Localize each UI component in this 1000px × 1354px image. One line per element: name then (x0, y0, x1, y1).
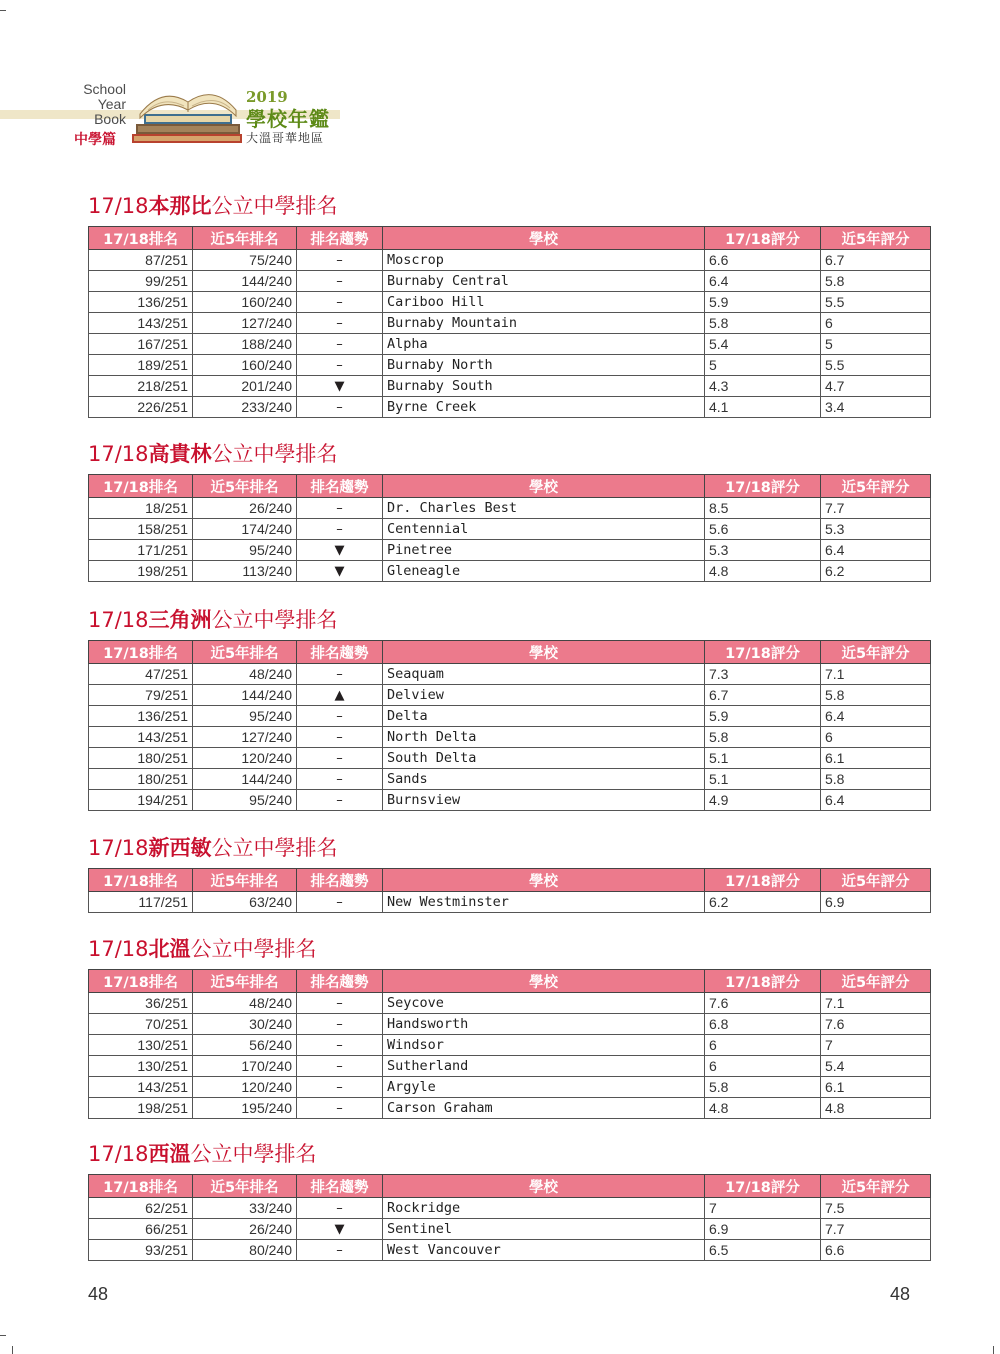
column-header: 近5年評分 (821, 1175, 931, 1198)
table-cell: Gleneagle (383, 561, 705, 582)
table-row (89, 769, 931, 790)
table-row (89, 561, 931, 582)
table-cell: 6.2 (705, 892, 821, 913)
table-cell: 93/251 (89, 1240, 193, 1261)
section-title (88, 832, 338, 862)
table-row (89, 1056, 931, 1077)
trend-icon: – (297, 1198, 383, 1219)
table-cell: 6.9 (821, 892, 931, 913)
table-cell: 5.8 (821, 685, 931, 706)
table-cell: 87/251 (89, 250, 193, 271)
trend-icon: – (297, 250, 383, 271)
table-cell: North Delta (383, 727, 705, 748)
table-cell: Delta (383, 706, 705, 727)
table-cell: 5.8 (821, 769, 931, 790)
table-cell: 56/240 (193, 1035, 297, 1056)
table-header-row (89, 869, 931, 892)
table-cell: 4.9 (705, 790, 821, 811)
section-title-prefix: 17/18 (88, 937, 149, 961)
table-cell: 218/251 (89, 376, 193, 397)
column-header: 17/18排名 (89, 1175, 193, 1198)
table-cell: 6 (705, 1056, 821, 1077)
column-header: 17/18排名 (89, 641, 193, 664)
section-title (88, 933, 317, 963)
trend-icon: – (297, 1056, 383, 1077)
section-title (88, 604, 338, 634)
trend-icon: ▼ (297, 1219, 383, 1240)
table-cell: 6.2 (821, 561, 931, 582)
table-row (89, 334, 931, 355)
section-title-city: 本那比 (148, 194, 212, 218)
table-row (89, 993, 931, 1014)
section-title-prefix: 17/18 (88, 1142, 149, 1166)
column-header: 排名趨勢 (297, 970, 383, 993)
table-cell: 6.4 (821, 790, 931, 811)
trend-icon: – (297, 993, 383, 1014)
section-title-prefix: 17/18 (88, 442, 149, 466)
table-cell: 180/251 (89, 748, 193, 769)
ranking-table (88, 1174, 931, 1261)
column-header: 17/18排名 (89, 475, 193, 498)
section-title-city: 西溫 (148, 1142, 191, 1166)
table-cell: 7.7 (821, 1219, 931, 1240)
table-cell: 127/240 (193, 727, 297, 748)
table-cell: Dr. Charles Best (383, 498, 705, 519)
table-cell: 5.1 (705, 748, 821, 769)
column-header: 學校 (383, 475, 705, 498)
table-cell: 167/251 (89, 334, 193, 355)
table-cell: 7.7 (821, 498, 931, 519)
table-cell: 144/240 (193, 271, 297, 292)
trend-icon: – (297, 519, 383, 540)
ranking-table (88, 640, 931, 811)
table-cell: 5.3 (821, 519, 931, 540)
trend-icon: – (297, 271, 383, 292)
column-header: 近5年排名 (193, 475, 297, 498)
section-title-city: 高貴林 (148, 442, 212, 466)
table-row (89, 1014, 931, 1035)
table-row (89, 727, 931, 748)
table-cell: 5.8 (705, 727, 821, 748)
table-cell: 4.8 (821, 1098, 931, 1119)
table-cell: 18/251 (89, 498, 193, 519)
table-row (89, 706, 931, 727)
table-cell: 180/251 (89, 769, 193, 790)
trend-icon: – (297, 892, 383, 913)
crop-mark (12, 1346, 13, 1354)
table-cell: 7.1 (821, 993, 931, 1014)
column-header: 17/18排名 (89, 970, 193, 993)
table-cell: 5.9 (705, 706, 821, 727)
table-cell: 6.8 (705, 1014, 821, 1035)
column-header: 學校 (383, 641, 705, 664)
table-header-row (89, 1175, 931, 1198)
column-header: 學校 (383, 970, 705, 993)
table-cell: 144/240 (193, 685, 297, 706)
column-header: 排名趨勢 (297, 227, 383, 250)
table-cell: 117/251 (89, 892, 193, 913)
table-cell: 127/240 (193, 313, 297, 334)
table-cell: 233/240 (193, 397, 297, 418)
table-cell: 80/240 (193, 1240, 297, 1261)
section-title (88, 1138, 317, 1168)
table-cell: 160/240 (193, 292, 297, 313)
trend-icon: – (297, 498, 383, 519)
table-cell: Seycove (383, 993, 705, 1014)
books-icon (130, 74, 245, 146)
yearbook-header (0, 70, 360, 148)
table-cell: 66/251 (89, 1219, 193, 1240)
table-cell: 113/240 (193, 561, 297, 582)
column-header: 近5年排名 (193, 869, 297, 892)
trend-icon: – (297, 1098, 383, 1119)
table-cell: South Delta (383, 748, 705, 769)
table-cell: 201/240 (193, 376, 297, 397)
table-row (89, 355, 931, 376)
table-header-row (89, 227, 931, 250)
table-cell: Sutherland (383, 1056, 705, 1077)
section-title-prefix: 17/18 (88, 194, 149, 218)
trend-icon: – (297, 334, 383, 355)
table-cell: Moscrop (383, 250, 705, 271)
column-header: 近5年評分 (821, 869, 931, 892)
table-cell: 95/240 (193, 706, 297, 727)
table-cell: Rockridge (383, 1198, 705, 1219)
table-cell: 143/251 (89, 1077, 193, 1098)
table-cell: 130/251 (89, 1056, 193, 1077)
table-cell: 143/251 (89, 313, 193, 334)
book-title: 學校年鑑 (246, 107, 330, 131)
column-header: 排名趨勢 (297, 869, 383, 892)
series-line-3: Book (94, 111, 126, 127)
column-header: 近5年排名 (193, 227, 297, 250)
trend-icon: ▲ (297, 685, 383, 706)
trend-icon: ▼ (297, 376, 383, 397)
table-cell: 5.5 (821, 355, 931, 376)
table-cell: Burnaby Central (383, 271, 705, 292)
table-cell: 70/251 (89, 1014, 193, 1035)
trend-icon: – (297, 1014, 383, 1035)
table-row (89, 292, 931, 313)
table-cell: 136/251 (89, 292, 193, 313)
table-cell: 144/240 (193, 769, 297, 790)
table-cell: Windsor (383, 1035, 705, 1056)
column-header: 近5年評分 (821, 475, 931, 498)
section-title-suffix: 公立中學排名 (190, 937, 317, 961)
table-cell: 5.9 (705, 292, 821, 313)
table-cell: 6.1 (821, 1077, 931, 1098)
ranking-table (88, 969, 931, 1119)
column-header: 學校 (383, 227, 705, 250)
table-cell: 5.6 (705, 519, 821, 540)
table-cell: Delview (383, 685, 705, 706)
crop-mark (0, 10, 6, 11)
table-header-row (89, 641, 931, 664)
table-cell: 95/240 (193, 790, 297, 811)
table-cell: 6 (821, 727, 931, 748)
table-cell: 6 (705, 1035, 821, 1056)
table-row (89, 519, 931, 540)
trend-icon: ▼ (297, 540, 383, 561)
table-cell: 33/240 (193, 1198, 297, 1219)
section-title-city: 新西敏 (148, 836, 212, 860)
table-cell: 189/251 (89, 355, 193, 376)
section-title (88, 190, 338, 220)
book-year: 2019 (246, 88, 288, 106)
trend-icon: – (297, 1077, 383, 1098)
table-cell: 5.5 (821, 292, 931, 313)
table-row (89, 376, 931, 397)
table-row (89, 271, 931, 292)
table-cell: 143/251 (89, 727, 193, 748)
table-cell: 6.6 (821, 1240, 931, 1261)
table-cell: 136/251 (89, 706, 193, 727)
table-cell: 95/240 (193, 540, 297, 561)
trend-icon: ▼ (297, 561, 383, 582)
table-cell: 5.4 (821, 1056, 931, 1077)
table-cell: 63/240 (193, 892, 297, 913)
trend-icon: – (297, 1240, 383, 1261)
table-cell: 7.1 (821, 664, 931, 685)
table-cell: 26/240 (193, 498, 297, 519)
table-cell: Centennial (383, 519, 705, 540)
table-cell: 26/240 (193, 1219, 297, 1240)
table-cell: 47/251 (89, 664, 193, 685)
table-cell: 8.5 (705, 498, 821, 519)
column-header: 17/18評分 (705, 641, 821, 664)
section-title-city: 三角洲 (148, 608, 212, 632)
series-line-1: School (83, 81, 126, 97)
table-cell: 130/251 (89, 1035, 193, 1056)
table-cell: Alpha (383, 334, 705, 355)
table-cell: 36/251 (89, 993, 193, 1014)
section-title-suffix: 公立中學排名 (190, 1142, 317, 1166)
table-cell: 4.8 (705, 1098, 821, 1119)
table-cell: 7 (705, 1198, 821, 1219)
table-row (89, 397, 931, 418)
book-region: 大溫哥華地區 (246, 131, 325, 145)
section-title-prefix: 17/18 (88, 608, 149, 632)
table-cell: Pinetree (383, 540, 705, 561)
table-row (89, 1077, 931, 1098)
trend-icon: – (297, 313, 383, 334)
table-row (89, 664, 931, 685)
column-header: 近5年排名 (193, 641, 297, 664)
table-cell: 6.9 (705, 1219, 821, 1240)
table-cell: 6.4 (705, 271, 821, 292)
table-cell: 5.3 (705, 540, 821, 561)
table-cell: Carson Graham (383, 1098, 705, 1119)
column-header: 17/18排名 (89, 227, 193, 250)
trend-icon: – (297, 397, 383, 418)
trend-icon: – (297, 748, 383, 769)
column-header: 近5年評分 (821, 970, 931, 993)
table-row (89, 685, 931, 706)
table-cell: Cariboo Hill (383, 292, 705, 313)
trend-icon: – (297, 769, 383, 790)
table-cell: 4.3 (705, 376, 821, 397)
table-cell: 158/251 (89, 519, 193, 540)
trend-icon: – (297, 1035, 383, 1056)
column-header: 排名趨勢 (297, 1175, 383, 1198)
table-cell: 198/251 (89, 1098, 193, 1119)
table-cell: Burnaby South (383, 376, 705, 397)
column-header: 近5年評分 (821, 227, 931, 250)
table-cell: 7.5 (821, 1198, 931, 1219)
table-cell: 3.4 (821, 397, 931, 418)
table-cell: 226/251 (89, 397, 193, 418)
table-row (89, 1240, 931, 1261)
table-cell: 160/240 (193, 355, 297, 376)
table-cell: 198/251 (89, 561, 193, 582)
table-row (89, 892, 931, 913)
table-cell: Seaquam (383, 664, 705, 685)
table-cell: 7.6 (705, 993, 821, 1014)
table-row (89, 790, 931, 811)
table-cell: Burnaby Mountain (383, 313, 705, 334)
table-cell: 4.1 (705, 397, 821, 418)
table-cell: 188/240 (193, 334, 297, 355)
column-header: 近5年評分 (821, 641, 931, 664)
trend-icon: – (297, 292, 383, 313)
column-header: 17/18評分 (705, 869, 821, 892)
table-row (89, 1098, 931, 1119)
table-cell: 4.7 (821, 376, 931, 397)
table-row (89, 1219, 931, 1240)
table-cell: 6.7 (821, 250, 931, 271)
page-number-left: 48 (88, 1284, 109, 1304)
table-cell: 5.1 (705, 769, 821, 790)
crop-mark (0, 1335, 6, 1336)
column-header: 排名趨勢 (297, 641, 383, 664)
table-cell: 195/240 (193, 1098, 297, 1119)
table-cell: 6.4 (821, 540, 931, 561)
category-label: 中學篇 (74, 132, 116, 148)
table-cell: 5.8 (705, 1077, 821, 1098)
table-row (89, 1035, 931, 1056)
table-cell: 48/240 (193, 664, 297, 685)
column-header: 17/18評分 (705, 1175, 821, 1198)
series-line-2: Year (97, 96, 126, 112)
table-cell: 99/251 (89, 271, 193, 292)
table-cell: 62/251 (89, 1198, 193, 1219)
table-cell: West Vancouver (383, 1240, 705, 1261)
table-cell: 174/240 (193, 519, 297, 540)
table-cell: Sands (383, 769, 705, 790)
table-header-row (89, 970, 931, 993)
table-cell: 6.7 (705, 685, 821, 706)
section-title-city: 北溫 (148, 937, 191, 961)
table-cell: Byrne Creek (383, 397, 705, 418)
series-name (78, 82, 126, 127)
section-title-suffix: 公立中學排名 (211, 194, 338, 218)
table-cell: 120/240 (193, 1077, 297, 1098)
table-cell: 7.3 (705, 664, 821, 685)
table-cell: 5.8 (705, 313, 821, 334)
crop-mark (993, 1346, 994, 1354)
ranking-table (88, 474, 931, 582)
trend-icon: – (297, 790, 383, 811)
column-header: 17/18評分 (705, 227, 821, 250)
table-cell: 171/251 (89, 540, 193, 561)
table-cell: 4.8 (705, 561, 821, 582)
table-cell: 6 (821, 313, 931, 334)
table-cell: 194/251 (89, 790, 193, 811)
page-number-right: 48 (890, 1284, 911, 1304)
section-title-prefix: 17/18 (88, 836, 149, 860)
trend-icon: – (297, 706, 383, 727)
table-cell: 170/240 (193, 1056, 297, 1077)
ranking-table (88, 226, 931, 418)
column-header: 近5年排名 (193, 970, 297, 993)
table-cell: 30/240 (193, 1014, 297, 1035)
table-cell: 6.4 (821, 706, 931, 727)
trend-icon: – (297, 355, 383, 376)
section-title-suffix: 公立中學排名 (211, 442, 338, 466)
column-header: 學校 (383, 1175, 705, 1198)
table-cell: 5.8 (821, 271, 931, 292)
table-cell: 7.6 (821, 1014, 931, 1035)
table-row (89, 250, 931, 271)
table-cell: Handsworth (383, 1014, 705, 1035)
table-cell: 75/240 (193, 250, 297, 271)
column-header: 17/18評分 (705, 475, 821, 498)
table-cell: 48/240 (193, 993, 297, 1014)
section-title-suffix: 公立中學排名 (211, 608, 338, 632)
column-header: 17/18評分 (705, 970, 821, 993)
table-cell: 6.6 (705, 250, 821, 271)
section-title-suffix: 公立中學排名 (211, 836, 338, 860)
table-row (89, 498, 931, 519)
section-title (88, 438, 338, 468)
table-cell: 5 (821, 334, 931, 355)
table-cell: 79/251 (89, 685, 193, 706)
table-cell: Sentinel (383, 1219, 705, 1240)
table-cell: New Westminster (383, 892, 705, 913)
column-header: 學校 (383, 869, 705, 892)
ranking-table (88, 868, 931, 913)
table-cell: 120/240 (193, 748, 297, 769)
table-cell: 7 (821, 1035, 931, 1056)
table-cell: 5.4 (705, 334, 821, 355)
table-cell: 6.1 (821, 748, 931, 769)
table-row (89, 313, 931, 334)
trend-icon: – (297, 727, 383, 748)
table-row (89, 540, 931, 561)
table-header-row (89, 475, 931, 498)
table-cell: 5 (705, 355, 821, 376)
table-cell: Burnsview (383, 790, 705, 811)
table-cell: Argyle (383, 1077, 705, 1098)
table-cell: 6.5 (705, 1240, 821, 1261)
column-header: 排名趨勢 (297, 475, 383, 498)
table-row (89, 1198, 931, 1219)
trend-icon: – (297, 664, 383, 685)
table-cell: Burnaby North (383, 355, 705, 376)
column-header: 近5年排名 (193, 1175, 297, 1198)
column-header: 17/18排名 (89, 869, 193, 892)
table-row (89, 748, 931, 769)
